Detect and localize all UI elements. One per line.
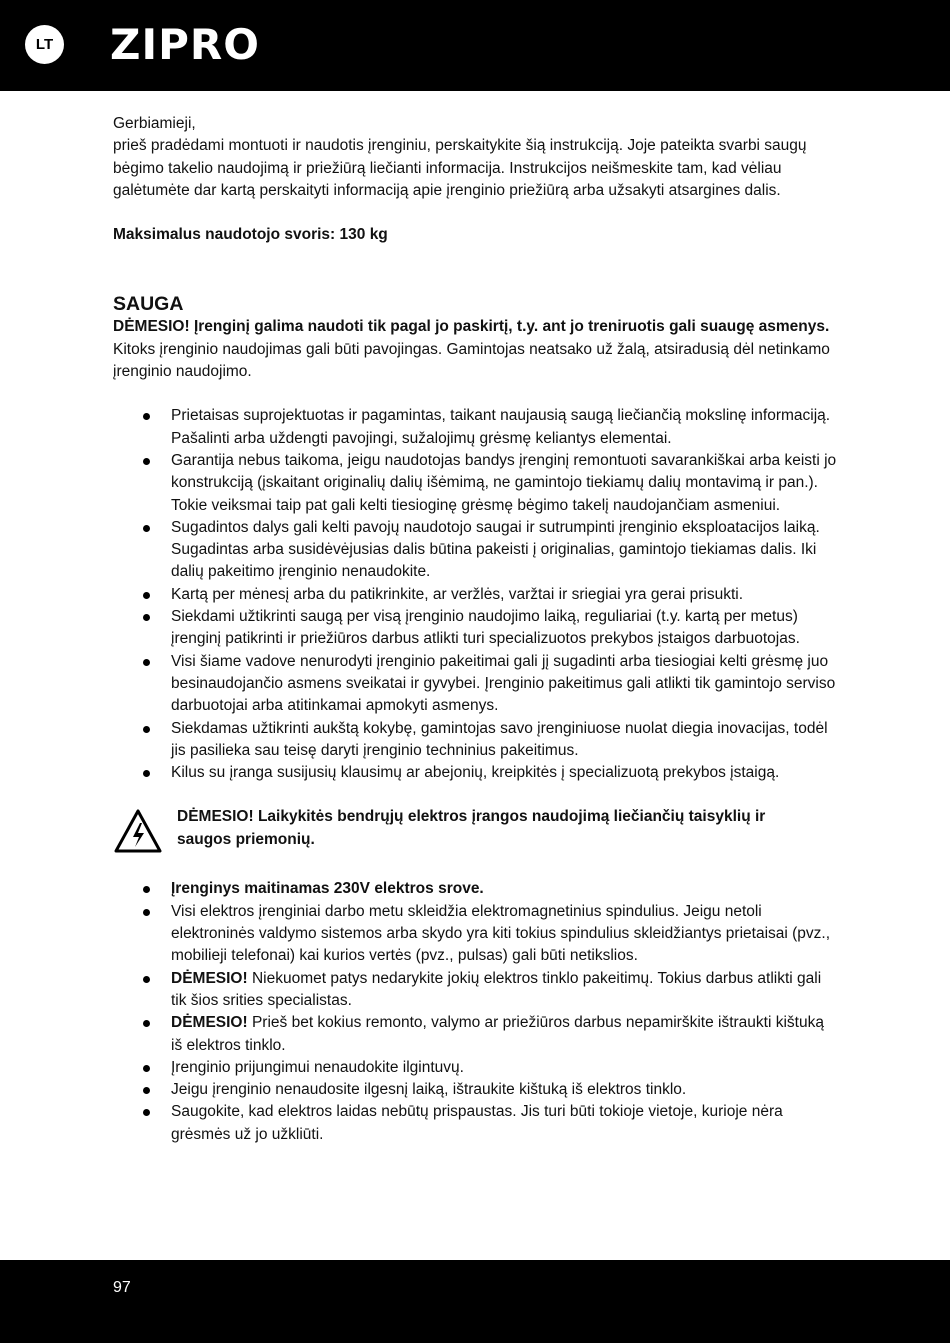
high-voltage-icon bbox=[113, 808, 163, 854]
bullet-icon bbox=[143, 458, 150, 465]
list-item bbox=[113, 968, 838, 1013]
bullet-icon bbox=[143, 1109, 150, 1116]
page-content bbox=[113, 113, 838, 1146]
section-title-safety: SAUGA bbox=[113, 293, 184, 316]
bullet-icon bbox=[143, 413, 150, 420]
list-item-bold: DĖMESIO! bbox=[171, 1014, 248, 1032]
safety-warning bbox=[113, 316, 838, 383]
bullet-icon bbox=[143, 592, 150, 599]
safety-warning-rest: Kitoks įrenginio naudojimas gali būti pavojingas. Gamintojas neatsako už žalą, atsiradusią dėl netinkamo įrenginio naudojimo. bbox=[113, 340, 830, 381]
bullet-icon bbox=[143, 1065, 150, 1072]
list-item-text: Jeigu įrenginio nenaudosite ilgesnį laiką, ištraukite kištuką iš elektros tinklo. bbox=[171, 1081, 687, 1099]
max-user-weight: Maksimalus naudotojo svoris: 130 kg bbox=[113, 226, 388, 244]
list-item-text: Saugokite, kad elektros laidas nebūtų prispaustas. Jis turi būti tokioje vietoje, kurioje nėra grėsmės už jo užkliūti. bbox=[171, 1103, 783, 1143]
zipro-logo: ZIPRO bbox=[110, 20, 260, 69]
list-item bbox=[113, 1079, 838, 1101]
electrical-warning-block bbox=[113, 806, 838, 856]
list-item-bold: DĖMESIO! bbox=[171, 969, 248, 987]
list-item bbox=[113, 762, 838, 784]
bullet-icon bbox=[143, 1087, 150, 1094]
language-badge: LT bbox=[25, 25, 64, 64]
safety-list bbox=[113, 405, 838, 784]
electrical-warning-text: DĖMESIO! Laikykitės bendrųjų elektros įrangos naudojimą liečiančių taisyklių ir saugos priemonių. bbox=[177, 808, 766, 848]
list-item bbox=[113, 901, 838, 968]
list-item-text: Siekdami užtikrinti saugą per visą įrenginio naudojimo laiką, reguliariai (t.y. kartą per metus) įrenginį patikrinti ir priežiūros darbus atlikti turi specializuotos prekybos įstaigos darbuotojas. bbox=[171, 608, 800, 648]
bullet-icon bbox=[143, 1020, 150, 1027]
intro-text: prieš pradėdami montuoti ir naudotis įrenginiu, perskaitykite šią instrukciją. Joje pateikta svarbi saugų bėgimo takelio naudojimą ir priežiūrą liečianti informacija. Instrukcijos neišmeskite tam, kad vėliau galėtumėte dar kartą perskaityti informaciją apie įrenginio priežiūrą arba užsakyti atsargines dalis. bbox=[113, 137, 807, 199]
list-item-text: Įrenginio prijungimui nenaudokite ilgintuvų. bbox=[171, 1058, 464, 1076]
list-item bbox=[113, 1057, 838, 1079]
list-item-text: Garantija nebus taikoma, jeigu naudotojas bandys įrenginį remontuoti savarankiškai arba keisti jo konstrukciją (įskaitant originalių dalių išėmimą, ne gamintojo tiekiamų dalių montavimą ir pan.). Tokie veiksmai taip pat gali kelti tiesioginę grėsmę bėgimo takelį naudojančiam asmeniui. bbox=[171, 451, 837, 514]
page-footer bbox=[0, 1260, 950, 1343]
list-item bbox=[113, 584, 838, 606]
list-item-text: Sugadintos dalys gali kelti pavojų naudotojo saugai ir sutrumpinti įrenginio eksploatacijos laiką. Sugadintas arba susidėvėjusias dalis būtina pakeisti į originalias, gamintojo tiekiamas dalis. Iki dalių pakeitimo įrenginio nenaudokite. bbox=[171, 518, 820, 581]
bullet-icon bbox=[143, 726, 150, 733]
list-item bbox=[113, 450, 838, 517]
list-item-text: Kilus su įranga susijusių klausimų ar abejonių, kreipkitės į specializuotą prekybos įstaigą. bbox=[171, 764, 780, 782]
bullet-icon bbox=[143, 886, 150, 893]
bullet-icon bbox=[143, 909, 150, 916]
page-number: 97 bbox=[113, 1279, 131, 1296]
list-item bbox=[113, 1012, 838, 1057]
intro-greeting: Gerbiamieji, bbox=[113, 115, 196, 132]
list-item-text: Visi elektros įrenginiai darbo metu skleidžia elektromagnetinius spindulius. Jeigu netoli elektroninės valdymo sistemos arba skydo yra kiti tokius spindulius skleidžiantys prietaisai (pvz., mobilieji telefonai) kai kurios vertės (pvz., pulsas) gali būti netikslios. bbox=[171, 902, 831, 965]
list-item-text: Prieš bet kokius remonto, valymo ar priežiūros darbus nepamirškite ištraukti kištuką iš elektros tinklo. bbox=[171, 1014, 824, 1054]
page-header bbox=[0, 0, 950, 91]
intro-block bbox=[113, 113, 838, 202]
bullet-icon bbox=[143, 614, 150, 621]
bullet-icon bbox=[143, 976, 150, 983]
list-item bbox=[113, 1101, 838, 1146]
list-item bbox=[113, 878, 838, 900]
electrical-list bbox=[113, 878, 838, 1146]
list-item-bold: Įrenginys maitinamas 230V elektros srove. bbox=[171, 880, 484, 898]
list-item-text: Kartą per mėnesį arba du patikrinkite, ar veržlės, varžtai ir sriegiai yra gerai prisukti. bbox=[171, 585, 744, 603]
list-item-text: Visi šiame vadove nenurodyti įrenginio pakeitimai gali jį sugadinti arba tiesiogiai kelti grėsmę juo besinaudojančio asmens sveikatai ir gyvybei. Įrenginio pakeitimus gali atlikti tik gamintojo serviso darbuotojai arba atitinkamai apmokyti asmenys. bbox=[171, 652, 836, 715]
list-item bbox=[113, 718, 838, 763]
bullet-icon bbox=[143, 659, 150, 666]
list-item bbox=[113, 606, 838, 651]
bullet-icon bbox=[143, 525, 150, 532]
list-item bbox=[113, 517, 838, 584]
list-item bbox=[113, 651, 838, 718]
bullet-icon bbox=[143, 770, 150, 777]
list-item-text: Prietaisas suprojektuotas ir pagamintas, taikant naujausią saugą liečiančią mokslinę informaciją. Pašalinti arba uždengti pavojingi, sužalojimų grėsmę keliantys elementai. bbox=[171, 407, 831, 447]
safety-warning-bold: DĖMESIO! Įrenginį galima naudoti tik pagal jo paskirtį, t.y. ant jo treniruotis gali suaugę asmenys. bbox=[113, 318, 830, 336]
list-item bbox=[113, 405, 838, 450]
list-item-text: Siekdamas užtikrinti aukštą kokybę, gamintojas savo įrenginiuose nuolat diegia inovacijas, todėl jis pasilieka sau teisę daryti įrenginio techninius pakeitimus. bbox=[171, 719, 828, 759]
list-item-text: Niekuomet patys nedarykite jokių elektros tinklo pakeitimų. Tokius darbus atlikti gali tik šios srities specialistas. bbox=[171, 969, 822, 1009]
